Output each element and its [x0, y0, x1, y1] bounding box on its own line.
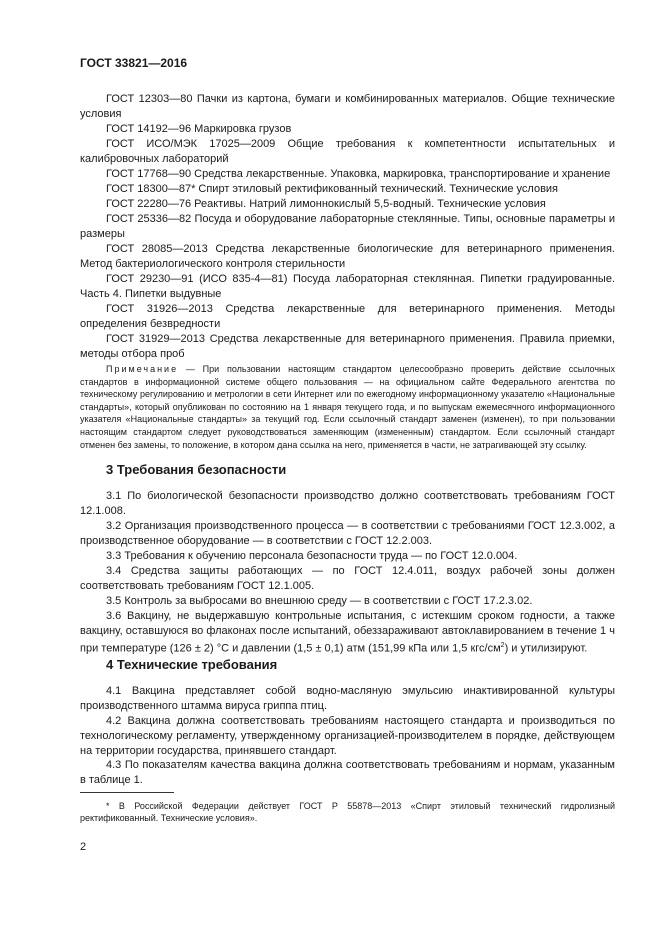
reference-item: ГОСТ 22280—76 Реактивы. Натрий лимоннокислый 5,5-водный. Технические условия: [106, 198, 546, 210]
footnote: * В Российской Федерации действует ГОСТ Р 55878—2013 «Спирт этиловый технический гидролизный ректификованный. Технические условия».: [80, 801, 615, 823]
reference-item: ГОСТ 31929—2013 Средства лекарственные для ветеринарного применения. Правила приемки, методы отбора проб: [80, 333, 615, 360]
paragraph-3-5: 3.5 Контроль за выбросами во внешнюю среду — в соответствии с ГОСТ 17.2.3.02.: [106, 595, 533, 607]
note-paragraph: [80, 363, 615, 451]
reference-item: ГОСТ 12303—80 Пачки из картона, бумаги и комбинированных материалов. Общие технические условия: [80, 93, 615, 120]
paragraph-4-1: 4.1 Вакцина представляет собой водно-масляную эмульсию инактивированной культуры производственного штамма вируса гриппа птиц.: [80, 685, 615, 712]
paragraph-3-4: 3.4 Средства защиты работающих — по ГОСТ 12.4.011, воздух рабочей зоны должен соответствовать требованиям ГОСТ 12.1.005.: [80, 565, 615, 592]
paragraph-3-1: 3.1 По биологической безопасности производство должно соответствовать требованиям ГОСТ 12.1.008.: [80, 490, 615, 517]
footnote-separator: [80, 792, 174, 793]
paragraph-3-6-text: 3.6 Вакцину, не выдержавшую контрольные испытания, с истекшим сроком годности, а также вакцину, оставшуюся во флаконах после испытаний, обеззараживают автоклавированием в течение 1 ч при температуре (126 ± 2) °С и давлении (1,5 ± 0,1) атм (151,99 кПа или 1,5 кгс/см: [80, 610, 615, 655]
reference-item: ГОСТ 29230—91 (ИСО 835-4—81) Посуда лабораторная стеклянная. Пипетки градуированные. Часть 4. Пипетки выдувные: [80, 273, 615, 300]
section-3-heading: 3 Требования безопасности: [106, 462, 287, 477]
reference-item: ГОСТ 18300—87* Спирт этиловый ректификованный технический. Технические условия: [106, 183, 559, 195]
reference-item: ГОСТ 14192—96 Маркировка грузов: [106, 123, 292, 135]
page-number: 2: [80, 841, 87, 853]
section-4-heading: 4 Технические требования: [106, 657, 278, 672]
reference-item: ГОСТ ИСО/МЭК 17025—2009 Общие требования к компетентности испытательных и калибровочных лабораторий: [80, 138, 615, 165]
document-header: ГОСТ 33821—2016: [80, 56, 188, 70]
paragraph-3-2: 3.2 Организация производственного процесса — в соответствии с требованиями ГОСТ 12.3.002, а производственное оборудование — в соответствии с ГОСТ 12.2.003.: [80, 520, 615, 547]
paragraph-3-3: 3.3 Требования к обучению персонала безопасности труда — по ГОСТ 12.0.004.: [106, 550, 518, 562]
reference-item: ГОСТ 28085—2013 Средства лекарственные биологические для ветеринарного применения. Метод бактериологического контроля стерильности: [80, 243, 615, 270]
reference-item: ГОСТ 17768—90 Средства лекарственные. Упаковка, маркировка, транспортирование и хранение: [106, 168, 611, 180]
note-label: Примечание: [106, 364, 179, 374]
superscript: 2: [500, 641, 505, 649]
paragraph-4-3: 4.3 По показателям качества вакцина должна соответствовать требованиям и нормам, указанным в таблице 1.: [80, 759, 615, 786]
paragraph-3-6: [80, 609, 615, 656]
paragraph-3-6-end: ) и утилизируют.: [504, 642, 588, 655]
note-text: — При пользовании настоящим стандартом целесообразно проверить действие ссылочных стандартов в информационной системе общего пользования — на официальном сайте Федерального агентства по техническому регулированию и метрологии в сети Интернет или по ежегодному информационному указателю «Национальные стандарты», который опубликован по состоянию на 1 января текущего года, и по выпускам ежемесячного информационного указателя «Национальные стандарты» за текущий год. Если ссылочный стандарт заменен (изменен), то при пользовании настоящим стандартом следует руководствоваться заменяющим (измененным) стандартом. Если ссылочный стандарт отменен без замены, то положение, в котором дана ссылка на него, применяется в части, не затрагивающей эту ссылку.: [80, 364, 615, 450]
reference-item: ГОСТ 25336—82 Посуда и оборудование лабораторные стеклянные. Типы, основные параметры и размеры: [80, 213, 615, 240]
reference-item: ГОСТ 31926—2013 Средства лекарственные для ветеринарного применения. Методы определения безвредности: [80, 303, 615, 330]
paragraph-4-2: 4.2 Вакцина должна соответствовать требованиям настоящего стандарта и производиться по технологическому регламенту, утвержденному организацией-производителем в порядке, действующем на территории государства, принявшего стандарт.: [80, 715, 615, 757]
